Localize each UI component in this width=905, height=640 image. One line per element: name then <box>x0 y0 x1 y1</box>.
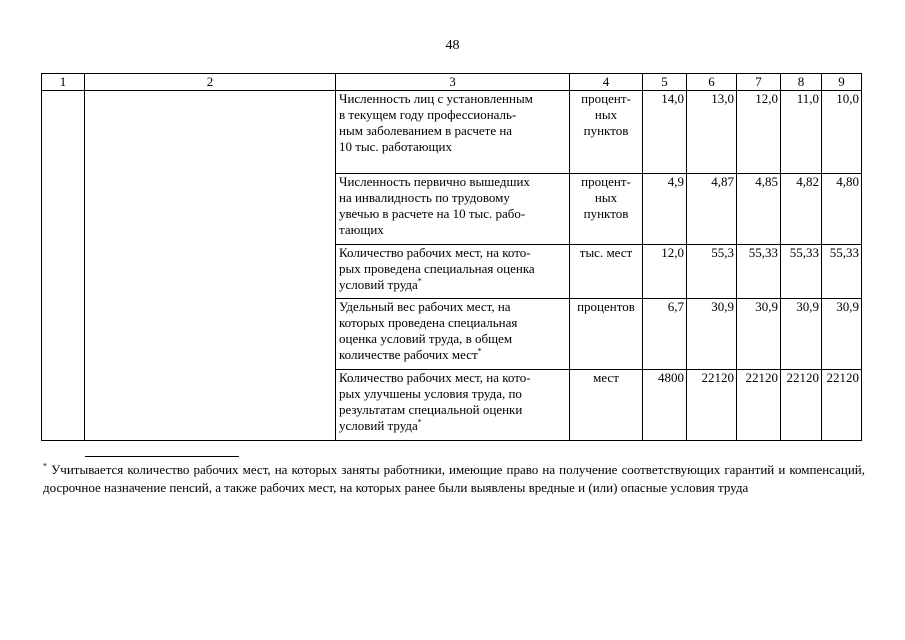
value-cell: 22120 <box>687 370 737 441</box>
value-cell: 12,0 <box>643 245 687 299</box>
header-cell: 1 <box>42 74 85 91</box>
header-cell: 3 <box>336 74 570 91</box>
indicator-name: Удельный вес рабочих мест, на которых проведена специальная оценка условий труда, в общем количестве рабочих мест* <box>336 299 570 370</box>
value-cell: 22120 <box>822 370 862 441</box>
value-cell: 4,80 <box>822 174 862 245</box>
value-cell: 30,9 <box>687 299 737 370</box>
value-cell: 55,33 <box>781 245 822 299</box>
footnote-separator <box>85 456 239 457</box>
value-cell: 14,0 <box>643 91 687 174</box>
value-cell: 10,0 <box>822 91 862 174</box>
header-cell: 6 <box>687 74 737 91</box>
value-cell: 4,82 <box>781 174 822 245</box>
value-cell: 13,0 <box>687 91 737 174</box>
unit-cell: процент- ных пунктов <box>570 91 643 174</box>
value-cell: 4,9 <box>643 174 687 245</box>
footnote <box>43 461 865 497</box>
footnote-marker: * <box>43 461 47 471</box>
indicator-name: Численность лиц с установленным в текущем году профессиональ- ным заболеванием в расчете на 10 тыс. работающих <box>336 91 570 174</box>
header-cell: 2 <box>85 74 336 91</box>
value-cell: 22120 <box>737 370 781 441</box>
unit-cell: процент- ных пунктов <box>570 174 643 245</box>
indicators-table <box>41 73 862 441</box>
value-cell: 4,85 <box>737 174 781 245</box>
value-cell: 12,0 <box>737 91 781 174</box>
header-cell: 5 <box>643 74 687 91</box>
header-cell: 9 <box>822 74 862 91</box>
value-cell: 30,9 <box>781 299 822 370</box>
value-cell: 55,3 <box>687 245 737 299</box>
value-cell: 30,9 <box>822 299 862 370</box>
header-cell: 7 <box>737 74 781 91</box>
header-cell: 4 <box>570 74 643 91</box>
indicator-name: Численность первично вышедших на инвалидность по трудовому увечью в расчете на 10 тыс. рабо- тающих <box>336 174 570 245</box>
value-cell: 22120 <box>781 370 822 441</box>
footnote-marker: * <box>417 276 422 286</box>
value-cell: 11,0 <box>781 91 822 174</box>
footnote-text: Учитывается количество рабочих мест, на которых заняты работники, имеющие право на получение соответствующих гарантий и компенсаций, досрочное назначение пенсий, а также рабочих мест, на которых ранее были выявлены вредные и (или) опасные условия труда <box>43 462 866 495</box>
unit-cell: процентов <box>570 299 643 370</box>
value-cell: 4800 <box>643 370 687 441</box>
value-cell: 6,7 <box>643 299 687 370</box>
value-cell: 55,33 <box>822 245 862 299</box>
value-cell: 4,87 <box>687 174 737 245</box>
indicator-name: Количество рабочих мест, на кото- рых проведена специальная оценка условий труда* <box>336 245 570 299</box>
empty-cell-col1 <box>42 91 85 441</box>
unit-cell: мест <box>570 370 643 441</box>
table-header-row <box>42 74 862 91</box>
indicator-name: Количество рабочих мест, на кото- рых улучшены условия труда, по результатам специальной оценки условий труда* <box>336 370 570 441</box>
header-cell: 8 <box>781 74 822 91</box>
value-cell: 55,33 <box>737 245 781 299</box>
table-row <box>42 91 862 174</box>
unit-cell: тыс. мест <box>570 245 643 299</box>
value-cell: 30,9 <box>737 299 781 370</box>
empty-cell-col2 <box>85 91 336 441</box>
footnote-marker: * <box>417 417 422 427</box>
footnote-marker: * <box>477 346 482 356</box>
page-number: 48 <box>445 38 460 53</box>
